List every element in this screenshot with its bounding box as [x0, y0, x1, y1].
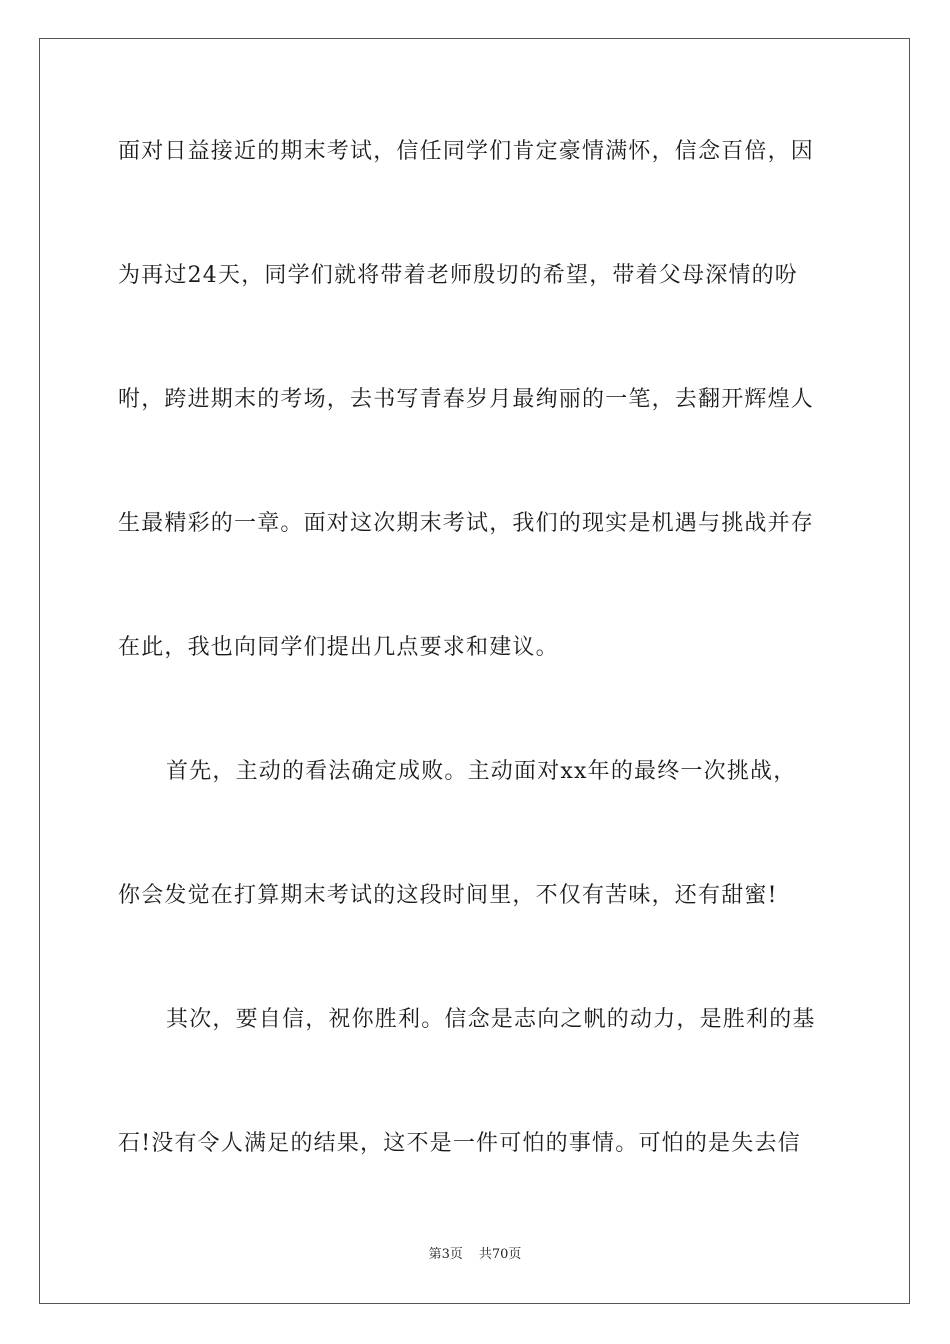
page-total: 共70页 — [478, 1247, 522, 1262]
page-border — [39, 38, 910, 1304]
page-footer — [0, 1246, 950, 1264]
text-line-6: 首先，主动的看法确定成败。主动面对xx年的最终一次挑战， — [166, 759, 797, 784]
text-line-1: 面对日益接近的期末考试，信任同学们肯定豪情满怀，信念百倍，因 — [118, 139, 815, 164]
text-line-9: 石!没有令人满足的结果，这不是一件可怕的事情。可怕的是失去信 — [118, 1131, 801, 1156]
text-line-7: 你会发觉在打算期末考试的这段时间里，不仅有苦味，还有甜蜜! — [118, 883, 778, 908]
page-number: 第3页 — [428, 1247, 463, 1262]
text-line-8: 其次，要自信，祝你胜利。信念是志向之帆的动力，是胜利的基 — [166, 1007, 816, 1032]
text-line-2: 为再过24天，同学们就将带着老师殷切的希望，带着父母深情的吩 — [118, 263, 798, 288]
text-line-4: 生最精彩的一章。面对这次期末考试，我们的现实是机遇与挑战并存 — [118, 511, 815, 536]
text-line-5: 在此，我也向同学们提出几点要求和建议。 — [118, 635, 559, 660]
text-line-3: 咐，跨进期末的考场，去书写青春岁月最绚丽的一笔，去翻开辉煌人 — [118, 387, 815, 412]
